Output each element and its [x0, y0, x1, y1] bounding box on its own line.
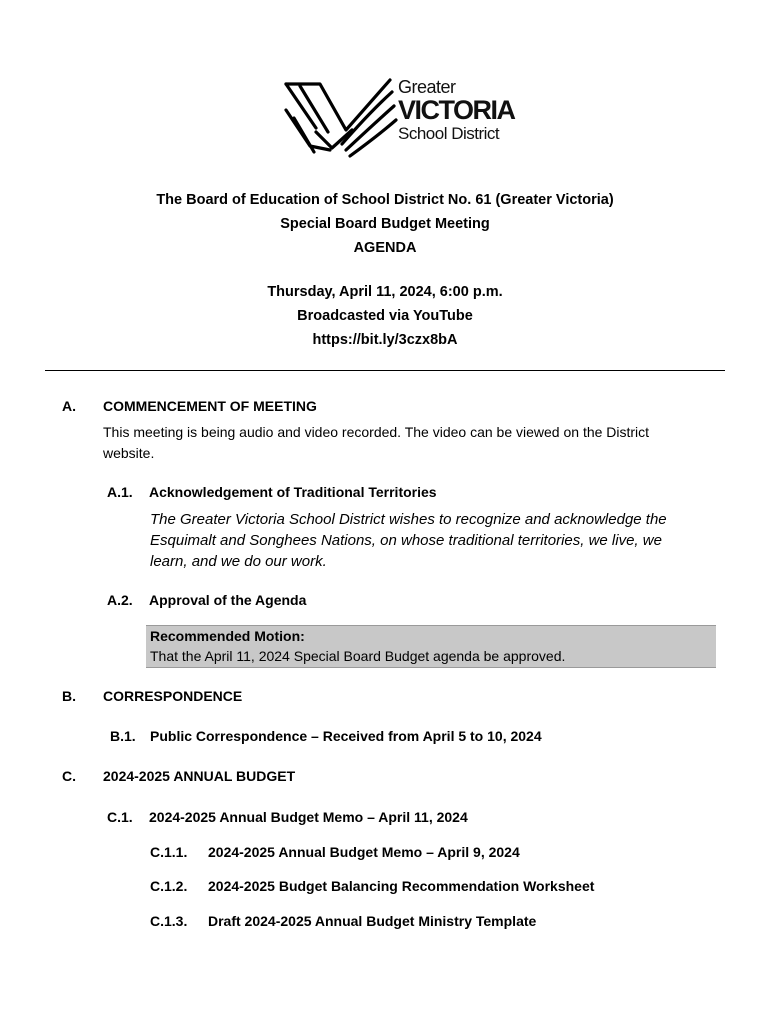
section-a-title: COMMENCEMENT OF MEETING: [103, 398, 317, 414]
item-c13-title: Draft 2024-2025 Annual Budget Ministry Template: [208, 913, 537, 929]
item-a1-title: Acknowledgement of Traditional Territories: [149, 484, 437, 500]
youtube-link[interactable]: https://bit.ly/3czx8bA: [312, 332, 458, 348]
logo-line-victoria: VICTORIA: [398, 95, 515, 125]
section-b-title: CORRESPONDENCE: [103, 688, 243, 704]
item-c1-title: 2024-2025 Annual Budget Memo – April 11, 2024: [149, 809, 468, 825]
section-a-letter: A.: [62, 398, 76, 414]
header-divider: [45, 370, 725, 371]
acknowledgement-line1: The Greater Victoria School District wishes to recognize and acknowledge the: [150, 511, 667, 528]
meeting-title: Special Board Budget Meeting: [280, 216, 490, 232]
item-c1-number: C.1.: [107, 809, 133, 825]
item-c11-number: C.1.1.: [150, 844, 188, 860]
meeting-date: Thursday, April 11, 2024, 6:00 p.m.: [267, 284, 503, 300]
acknowledgement-line3: learn, and we do our work.: [150, 553, 327, 570]
item-a2-title: Approval of the Agenda: [149, 592, 307, 608]
item-c11-title: 2024-2025 Annual Budget Memo – April 9, 2024: [208, 844, 520, 860]
section-a-body-line1: This meeting is being audio and video recorded. The video can be viewed on the District: [103, 424, 650, 440]
logo-wordmark: [398, 78, 515, 142]
item-b1-title: Public Correspondence – Received from April 5 to 10, 2024: [150, 728, 542, 744]
section-c-title: 2024-2025 ANNUAL BUDGET: [103, 768, 296, 784]
item-a1-number: A.1.: [107, 484, 133, 500]
acknowledgement-line2: Esquimalt and Songhees Nations, on whose traditional territories, we live, we: [150, 532, 662, 549]
section-c-letter: C.: [62, 768, 76, 784]
recommended-motion-box: [146, 625, 716, 668]
board-title: The Board of Education of School District No. 61 (Greater Victoria): [156, 192, 614, 208]
item-a2-number: A.2.: [107, 592, 133, 608]
logo-line-greater: Greater: [398, 77, 456, 97]
motion-text: That the April 11, 2024 Special Board Budget agenda be approved.: [150, 648, 566, 664]
item-c13-number: C.1.3.: [150, 913, 188, 929]
section-a-body-line2: website.: [103, 445, 155, 461]
section-b-letter: B.: [62, 688, 76, 704]
item-c12-number: C.1.2.: [150, 878, 188, 894]
agenda-title: AGENDA: [353, 240, 417, 256]
item-c12-title: 2024-2025 Budget Balancing Recommendation Worksheet: [208, 878, 595, 894]
item-b1-number: B.1.: [110, 728, 136, 744]
logo-line-school-district: School District: [398, 124, 500, 143]
motion-label: Recommended Motion:: [150, 628, 305, 644]
broadcast-note: Broadcasted via YouTube: [297, 308, 473, 324]
